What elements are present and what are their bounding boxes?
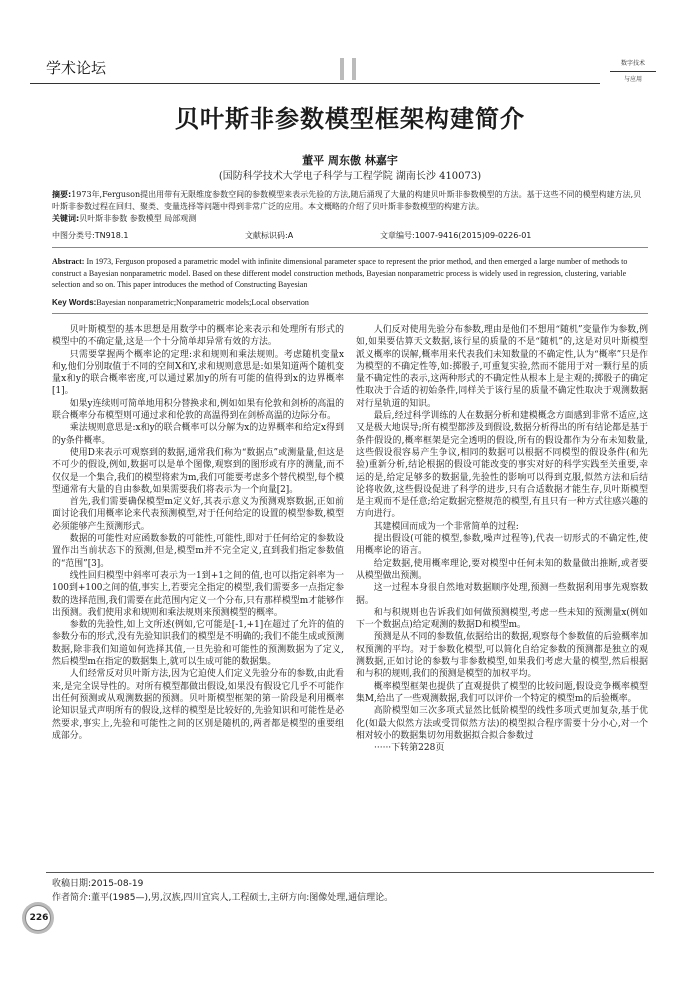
paragraph: 和与积规则也告诉我们如何做预测模型,考虑一些未知的预测量x(例如下一个数据点)给定观测的数据D和模型m。 <box>356 607 648 631</box>
abstract-en-label: Abstract: <box>52 257 85 266</box>
keywords-cn-label: 关键词: <box>52 214 80 223</box>
paragraph: 预测是从不同的参数值,依据给出的数据,观察每个参数值的后验概率加权预测的平均。对于参数化模型,可以简化自给定参数的预测都是独立的观测数据,正如讨论的参数与非参数模型,如果我们考虑大量的模型,然后根据和与积的规则,我们的预测是模型的加权平均。 <box>356 632 648 680</box>
article-title: 贝叶斯非参数模型框架构建简介 <box>175 104 525 133</box>
journal-logo <box>610 58 656 84</box>
abstract-cn-text: 1973年,Ferguson提出用带有无限维度参数空间的参数模型来表示先验的方法,随后涌现了大量的构建贝叶斯非参数模型的方法。基于这些不同的模型构建方法,贝叶斯非参数过程在回归、聚类、变量选择等问题中得到非常广泛的应用。本文概略的介绍了贝叶斯非参数模型的构建方法。 <box>52 190 642 211</box>
paragraph: 这一过程本身很自然地对数据顺序处理,预测一些数据利用事先观察数据。 <box>356 583 648 606</box>
logo-line-2: 与应用 <box>610 71 656 83</box>
abstract-en <box>52 256 648 291</box>
paragraph: 人们经常反对贝叶斯方法,因为它迫使人们定义先验分布的参数,由此看来,是完全误导性的。对所有模型都做出假设,如果没有假设它几乎不可能作出任何预测或从观测数据的预测。贝叶斯模型框架的第一阶段是利用概率论知识显式声明所有的假设,这样的模型是比较好的,先验知识和可能性是必然要求,事实上,先验和可能性之间的区别是随机的,两者都是模型的重要组成部分。 <box>52 669 344 741</box>
received-date: 收稿日期:2015-08-19 <box>52 879 144 889</box>
page-number: 226 <box>29 913 49 923</box>
keywords-cn: 贝叶斯非参数 参数模型 局部观测 <box>79 214 197 223</box>
abstract-cn <box>52 189 648 225</box>
paragraph: 线性回归模型中斜率可表示为一1到+1之间的值,也可以指定斜率为一100到+100之间的值,事实上,若要完全指定的模型,我们需要多一点指定参数的选择范围,我们需要在此范围内定义一个分布,只有那样模型m才能够作出预测。我们使用求和规则和乘法规则来预测模型的概率。 <box>52 570 344 618</box>
paragraph: 使用D来表示可观察到的数据,通常我们称为“数据点”或测量量,但这是不可少的假设,例如,数据可以是单个图像,观察到的图形或有序的测量,而不仅仅是一个集合,我们的模型将索为m,我们可能要考虑多个替代模型,每个模型通常有大量的自由参数,如果需要我们将表示为一个向量[2]。 <box>52 447 345 495</box>
header-bar-2 <box>352 58 356 80</box>
paragraph: 高阶模型如三次多项式显然比低阶模型的线性多项式更加复杂,基于优化(如最大似然方法或受罚似然方法)的模型拟合程序需要十分小心,对一个相对较小的数据集切勿用数据拟合拟合参数过 <box>356 706 648 741</box>
header-bar-1 <box>340 58 344 80</box>
clc-number: 中图分类号:TN918.1 <box>52 231 129 240</box>
paragraph: 提出假设(可能的模型,参数,噪声过程等),代表一切形式的不确定性,使用概率论的语言。 <box>356 534 648 557</box>
paragraph: 贝叶斯模型的基本思想是用数学中的概率论来表示和处理所有形式的模型中的不确定量,这是一个十分简单却异常有效的方法。 <box>52 325 344 348</box>
paragraph: 首先,我们需要确保模型m定义好,其表示意义为预测观察数据,正如前面讨论我们用概率论来代表预测模型,对于任何给定的设置的模型参数,模型必须能够产生预测形式。 <box>52 497 344 532</box>
keywords-en-label: Key Words: <box>52 298 97 307</box>
page-badge-inner <box>25 905 51 931</box>
paragraph: 乘法规则意思是:x和y的联合概率可以分解为x的边界概率和给定x得到的y条件概率。 <box>52 423 344 446</box>
logo-line-1: 数字技术 <box>620 60 645 67</box>
paragraph: 最后,经过科学训练的人在数据分析和建模概念方面感到非常不适应,这又是极大地误导;所有模型都涉及到假设,数据分析得出的所有结论都是基于条件假设的,概率框架是完全透明的假设,所有的假设都作为分布未知数量,这些假设很容易产生争议,相同的数据可以根据不同模型的假设条件(和先验)重新分析,结论根据的假设可能改变的事实对好的科学实践至关重要,幸运的是,给定足够多的数据量,先验性的影响可以得到克服,似然方法和后结论将收敛,这些假设促进了科学的进步,只有合适数据才能生存,贝叶斯模型是主观而不是任意;给定数据完整规范的模型,有且只有一种方式往感兴趣的方向进行。 <box>356 411 648 520</box>
body-divider <box>52 313 648 314</box>
section-name: 学术论坛 <box>46 59 107 77</box>
abstract-cn-label: 摘要: <box>52 190 72 199</box>
page-badge <box>22 902 54 934</box>
paragraph: 只需要掌握两个概率论的定理:求和规则和乘法规则。考虑随机变量x和y,他们分别取值于不同的空间X和Y,求和规则意思是:如果知道两个随机变量x和y的联合概率密度,可以通过累加y的所有可能的值得到x的边界概率[1]。 <box>52 349 344 397</box>
abstract-en-text: In 1973, Ferguson proposed a parametric model with infinite dimensional parameter space to represent the prior method, and then emerged a large number of methods to construct a Bayesian nonparametric model. Based on these different model construction methods, Bayesian nonparametric process is widely used in regression, clustering, variable selection and so on. This paper introduces the method of Constructing Bayesian <box>52 257 628 290</box>
doc-code: 文献标识码:A <box>245 231 294 240</box>
paragraph: 其建模回而成为一个非常简单的过程: <box>373 521 519 532</box>
keywords-en-row <box>52 298 648 307</box>
affiliation: (国防科学技术大学电子科学与工程学院 湖南长沙 410073) <box>218 171 482 182</box>
continued-note: ······下转第228页 <box>374 743 445 754</box>
header-rule <box>30 83 600 84</box>
body-column-left <box>52 324 344 742</box>
body-column-right <box>356 324 648 754</box>
paragraph: 给定数据,使用概率理论,要对模型中任何未知的数量做出推断,或者要从模型做出预测。 <box>356 558 648 581</box>
paragraph: 人们反对使用先验分布参数,理由是他们不想用“随机”变量作为参数,例如,如果要估算天文数据,该行星的质量的不是“随机”的,这是对贝叶斯模型派义概率的误解,概率用来代表我们未知数量的不确定性,认为“概率”只是作为模型的不确定性等,如:掷骰子,可重复实验,然而不能用于对一颗行星的质量不确定性的表示,这两种形式的不确定性从根本上是主观的;掷骰子的确定性取决于合适的初始条件,同样关于该行星的质量不确定性取决于观测数据对行星轨道的知识。 <box>356 325 648 409</box>
article-number: 文章编号:1007-9416(2015)09-0226-01 <box>380 231 532 240</box>
paragraph: 概率模型框架也提供了直观提供了模型的比较问题,假设竞争概率模型集M,给出了一些观测数据,我们可以评价一个特定的模型m的后验概率。 <box>356 681 648 704</box>
abstract-divider <box>52 247 648 248</box>
keywords-en: Bayesian nonparametric;Nonparametric models;Local observation <box>96 298 309 307</box>
author-bio: 作者简介:董平(1985—),男,汉族,四川宜宾人,工程硕士,主研方向:图像处理,通信理论。 <box>52 893 394 903</box>
authors: 董平 周东傲 林嘉宇 <box>302 154 398 167</box>
paragraph: 参数的先验性,如上文所述(例如,它可能是[-1,+1]在超过了允许的值的参数分布的形式,没有先验知识我们的模型是不明确的;我们不能生成或预测数据,除非我们知道如何选择其值,一旦先验和可能性的预测数据为了定义,然后模型m在指定的数据集上,就可以生成可能的数据集。 <box>52 620 344 668</box>
footer-rule <box>46 872 654 873</box>
paragraph: 如果y连续则可简单地用积分替换求和,例如如果有伦敦和剑桥的高温的联合概率分布模型则可通过求和伦敦的高温得到在剑桥高温的边际分布。 <box>52 398 344 422</box>
paragraph: 数据的可能性对应函数参数的可能性,可能性,即对于任何给定的参数设置作出当前状态下的预测,但是,模型m并不完全定义,直到我们指定参数值的“范围”[3]。 <box>52 534 344 569</box>
